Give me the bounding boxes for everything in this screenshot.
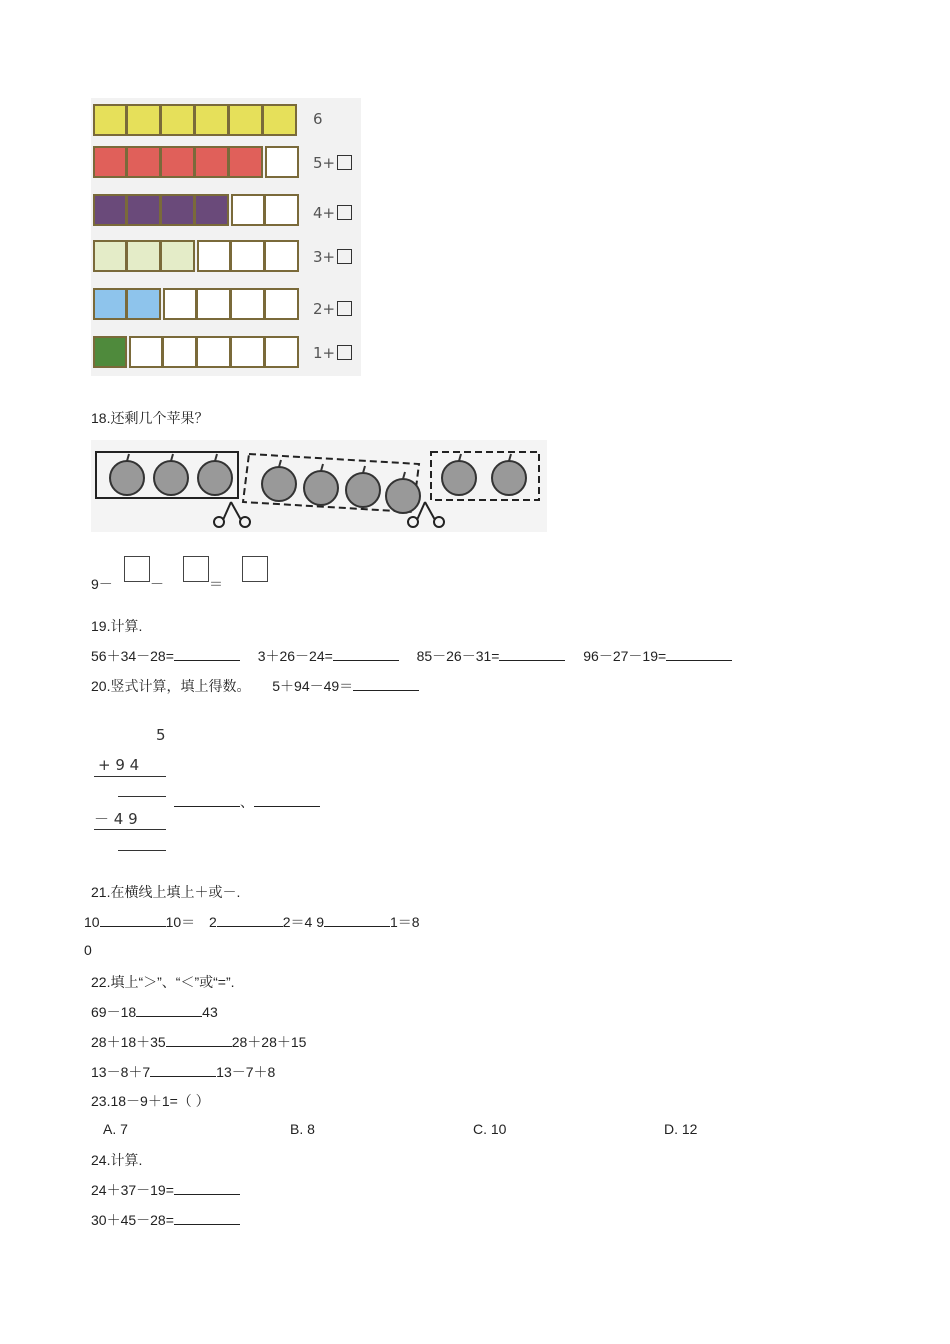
operand: 10 bbox=[84, 914, 100, 930]
compare-left: 69－18 bbox=[91, 1004, 137, 1020]
vertical-line-1: 5 bbox=[156, 726, 166, 744]
calc-expression: 30＋45－28= bbox=[91, 1212, 174, 1228]
compare-right: 13－7＋8 bbox=[216, 1064, 276, 1080]
answer-square-icon bbox=[337, 345, 352, 360]
answer-blank[interactable] bbox=[136, 1002, 202, 1017]
answer-square-icon bbox=[337, 155, 352, 170]
calc-expression: 24＋37－19= bbox=[91, 1182, 174, 1198]
question-24-title: 24.计算. bbox=[91, 1152, 143, 1168]
vertical-rule bbox=[118, 796, 166, 797]
equals-sign: ＝ bbox=[209, 576, 223, 592]
apples-illustration bbox=[91, 440, 547, 532]
answer-blank[interactable] bbox=[324, 912, 390, 927]
answer-blank[interactable] bbox=[174, 646, 240, 661]
q18-equation-start: 9－ bbox=[91, 576, 113, 592]
number-bond-figure bbox=[91, 98, 361, 376]
answer-square-icon bbox=[337, 301, 352, 316]
answer-blank[interactable] bbox=[174, 1180, 240, 1195]
option-c[interactable]: C. 10 bbox=[473, 1121, 507, 1137]
vertical-answers bbox=[174, 792, 320, 812]
vertical-line-2: + 9 4 bbox=[98, 756, 140, 774]
compare-left: 28＋18＋35 bbox=[91, 1034, 166, 1050]
answer-box[interactable] bbox=[183, 556, 209, 582]
question-21-wrap: 0 bbox=[84, 942, 92, 958]
answer-blank[interactable] bbox=[333, 646, 399, 661]
answer-square-icon bbox=[337, 249, 352, 264]
question-20-expression: 5＋94－49＝ bbox=[272, 678, 354, 694]
question-20-text: 20.竖式计算，填上得数。 bbox=[91, 678, 251, 694]
option-d[interactable]: D. 12 bbox=[664, 1121, 698, 1137]
compare-right: 28＋28＋15 bbox=[231, 1034, 307, 1050]
row-label: 3+ bbox=[313, 248, 352, 266]
question-22-title: 22.填上“＞”、“＜”或“=”. bbox=[91, 974, 235, 990]
answer-blank[interactable] bbox=[666, 646, 732, 661]
box-row-2 bbox=[93, 288, 299, 320]
box-row-1 bbox=[93, 336, 299, 368]
vertical-rule bbox=[94, 829, 166, 830]
answer-blank[interactable] bbox=[353, 676, 419, 691]
calc-expression: 56＋34－28= bbox=[91, 648, 174, 664]
vertical-rule bbox=[94, 776, 166, 777]
question-21-title: 21.在横线上填上＋或－. bbox=[91, 884, 241, 900]
apples-figure bbox=[91, 440, 547, 532]
separator: 、 bbox=[240, 794, 254, 810]
option-a[interactable]: A. 7 bbox=[103, 1121, 128, 1137]
question-19-items bbox=[91, 646, 732, 666]
question-23-title: 23.18－9＋1=（ ） bbox=[91, 1093, 210, 1109]
row-label: 1+ bbox=[313, 344, 352, 362]
compare-row bbox=[91, 1062, 275, 1082]
box-row-6 bbox=[93, 104, 297, 136]
compare-left: 13－8＋7 bbox=[91, 1064, 151, 1080]
box-row-5 bbox=[93, 146, 299, 178]
answer-box[interactable] bbox=[124, 556, 150, 582]
operand: 10＝ bbox=[165, 914, 196, 930]
answer-square-icon bbox=[337, 205, 352, 220]
answer-blank[interactable] bbox=[174, 1210, 240, 1225]
answer-blank[interactable] bbox=[499, 646, 565, 661]
question-18-title: 18.还剩几个苹果？ bbox=[91, 410, 209, 426]
calc-row bbox=[91, 1180, 240, 1200]
row-label: 2+ bbox=[313, 300, 352, 318]
question-19-title: 19.计算. bbox=[91, 618, 143, 634]
vertical-line-3: － 4 9 bbox=[94, 810, 138, 828]
answer-blank[interactable] bbox=[174, 792, 240, 807]
answer-blank[interactable] bbox=[100, 912, 166, 927]
calc-expression: 96－27－19= bbox=[583, 648, 667, 664]
operand: 2＝4 9 bbox=[282, 914, 324, 930]
answer-box[interactable] bbox=[242, 556, 268, 582]
calc-expression: 85－26－31= bbox=[416, 648, 500, 664]
answer-blank[interactable] bbox=[166, 1032, 232, 1047]
row-label: 4+ bbox=[313, 204, 352, 222]
compare-row bbox=[91, 1032, 306, 1052]
row-label: 5+ bbox=[313, 154, 352, 172]
box-row-3 bbox=[93, 240, 299, 272]
box-row-4 bbox=[93, 194, 299, 226]
question-20-title bbox=[91, 676, 419, 696]
compare-row bbox=[91, 1002, 218, 1022]
answer-blank[interactable] bbox=[150, 1062, 216, 1077]
vertical-rule bbox=[118, 850, 166, 851]
question-21-items bbox=[84, 912, 420, 932]
answer-blank[interactable] bbox=[217, 912, 283, 927]
calc-row bbox=[91, 1210, 240, 1230]
minus-sign: － bbox=[150, 576, 164, 592]
answer-blank[interactable] bbox=[254, 792, 320, 807]
option-b[interactable]: B. 8 bbox=[290, 1121, 315, 1137]
compare-right: 43 bbox=[202, 1004, 218, 1020]
calc-expression: 3＋26－24= bbox=[257, 648, 333, 664]
row-label: 6 bbox=[313, 110, 323, 128]
operand: 2 bbox=[208, 914, 217, 930]
operand: 1＝8 bbox=[389, 914, 420, 930]
